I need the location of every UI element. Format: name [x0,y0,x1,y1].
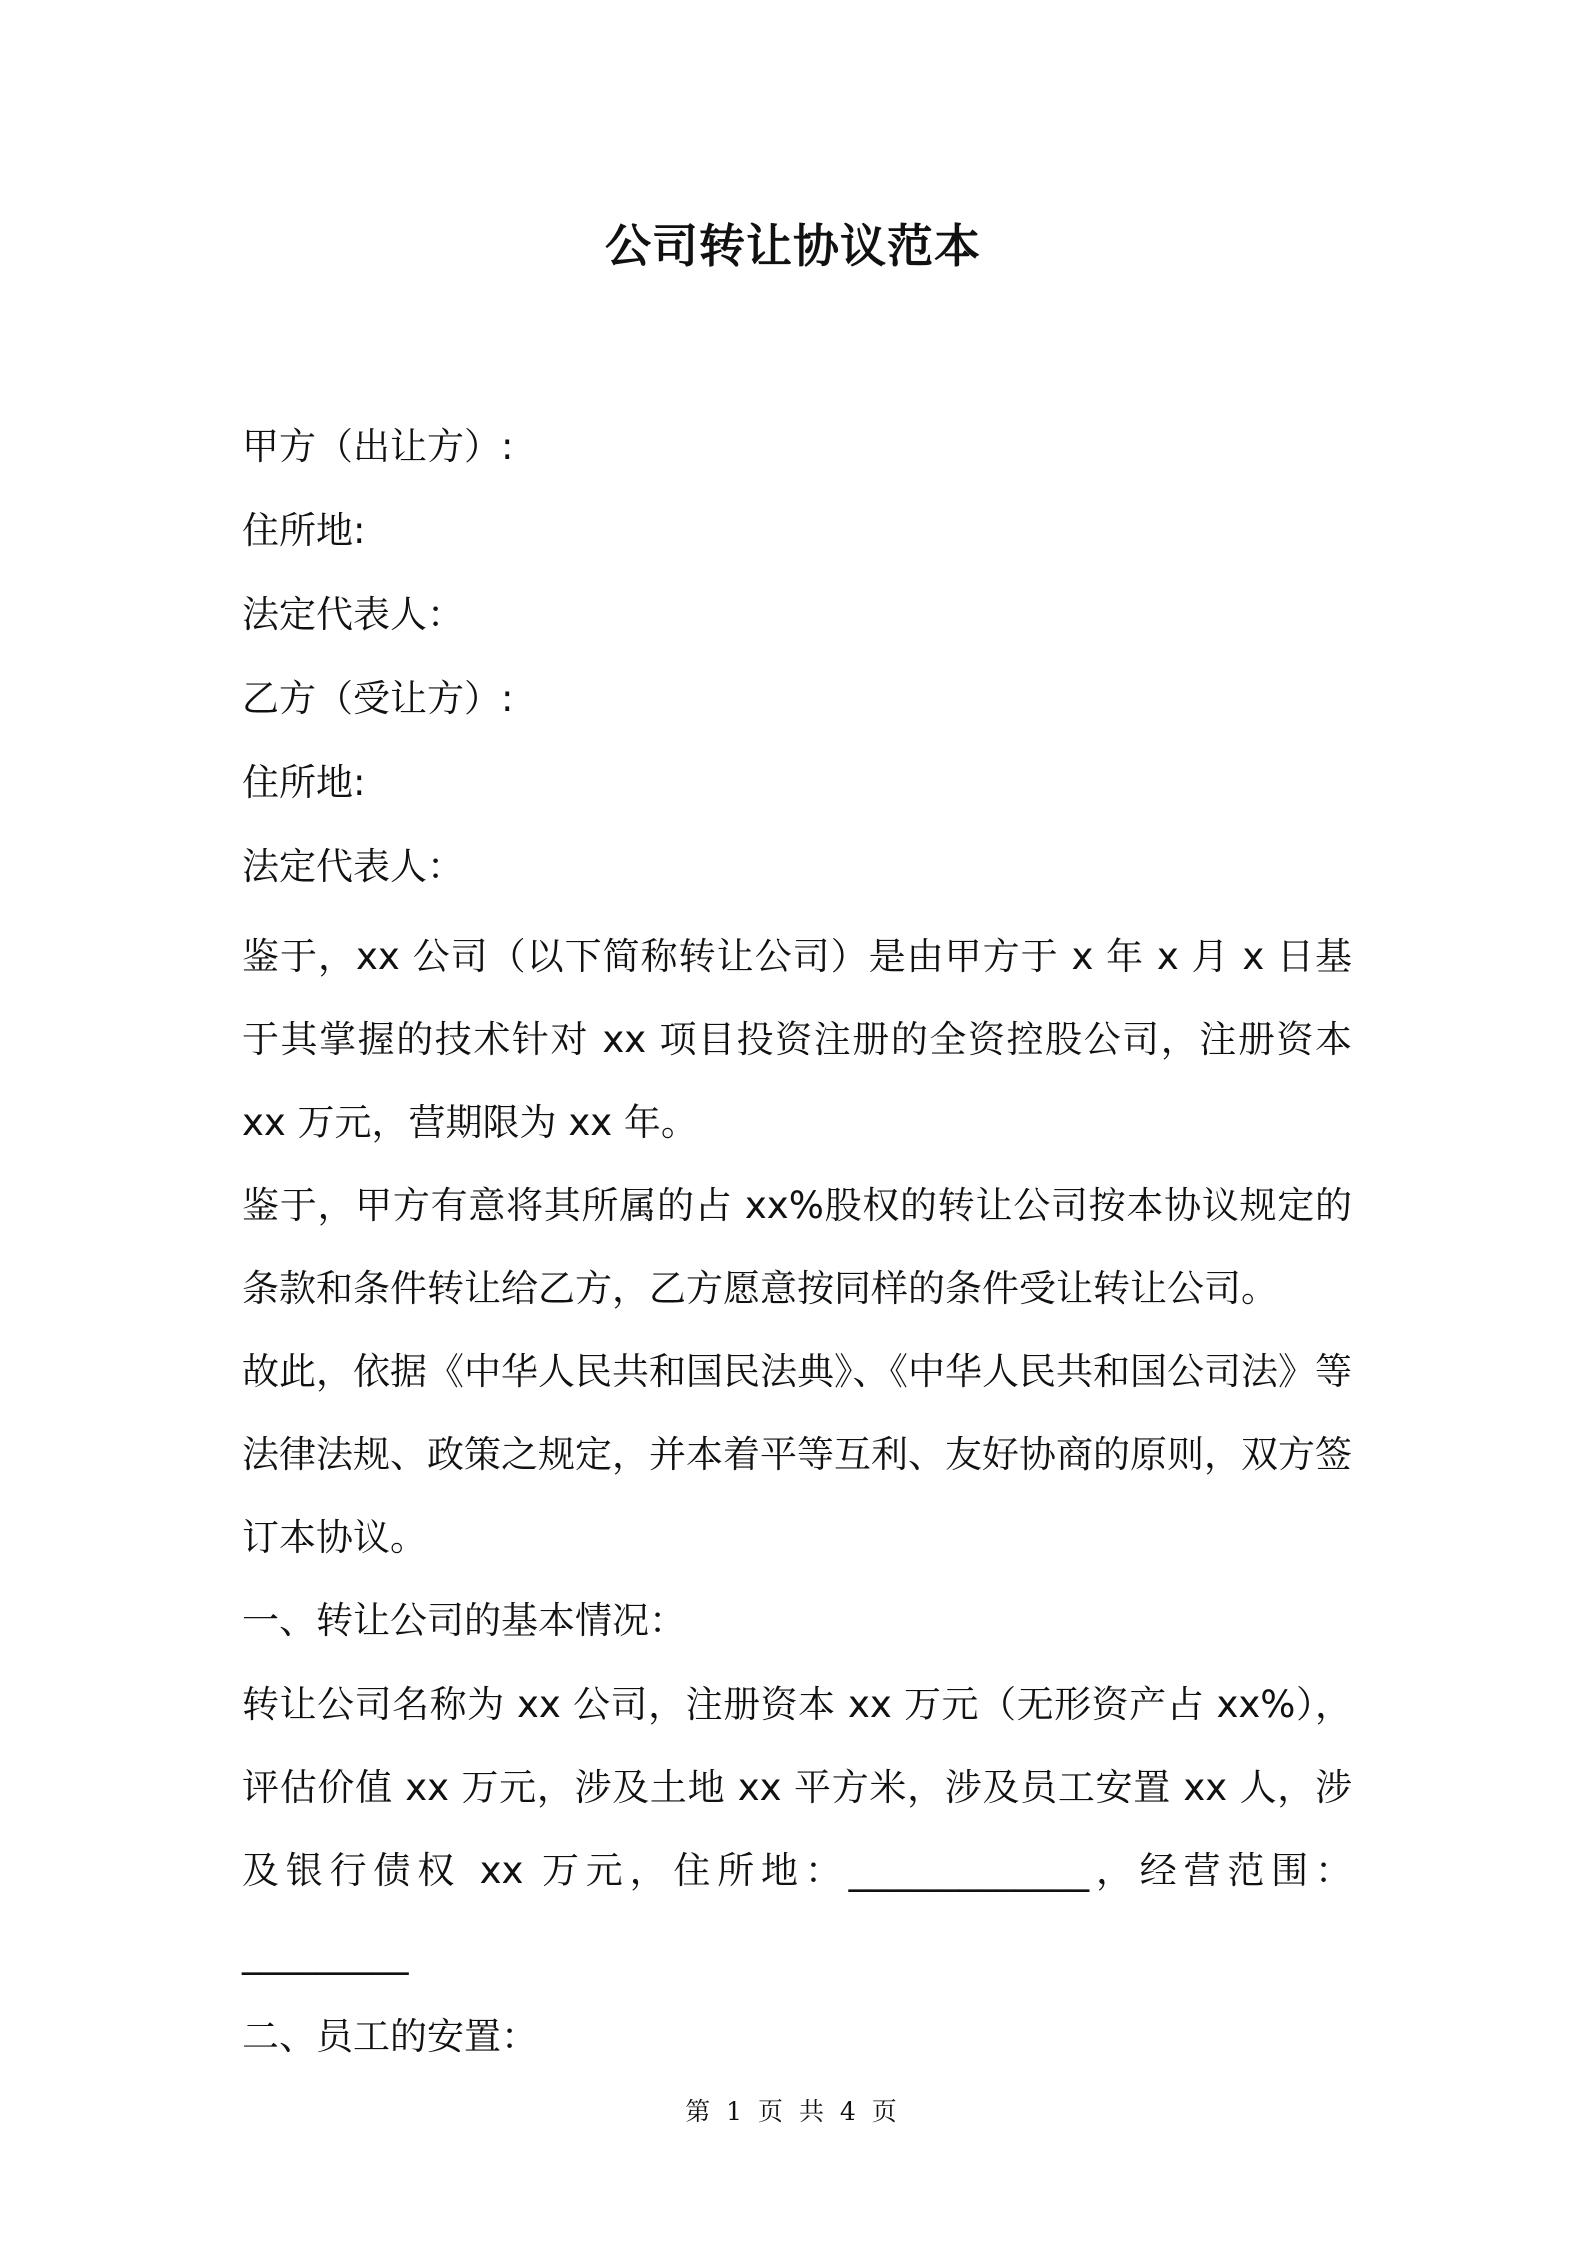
recital-paragraph-2: 鉴于，甲方有意将其所属的占 xx%股权的转让公司按本协议规定的条款和条件转让给乙方，乙方愿意按同样的条件受让转让公司。 [242,1184,1352,1310]
section-1-body: 转让公司名称为 xx 公司，注册资本 xx 万元（无形资产占 xx%），评估价值 xx 万元，涉及土地 xx 平方米，涉及员工安置 xx 人，涉及银行债权 xx 万元，住所地：_____________，经营范围：_________ [242,1683,1352,1975]
recital-paragraph-1: 鉴于，xx 公司（以下简称转让公司）是由甲方于 x 年 x 月 x 日基于其掌握的技术针对 xx 项目投资注册的全资控股公司，注册资本 xx 万元，营期限为 xx 年。 [242,935,1352,1144]
party-b-address-label: 住所地: [242,761,366,804]
party-a-label: 甲方（出让方）: [242,425,514,468]
section-1-heading: 一、转让公司的基本情况： [242,1599,686,1642]
document-title: 公司转让协议范本 [605,219,981,273]
recital-paragraph-3: 故此，依据《中华人民共和国民法典》、《中华人民共和国公司法》等法律法规、政策之规定，并本着平等互利、友好协商的原则，双方签订本协议。 [242,1350,1352,1559]
party-a-representative-label: 法定代表人： [242,593,464,636]
party-b-label: 乙方（受让方）: [242,677,514,720]
party-b-representative-label: 法定代表人： [242,845,464,888]
page-number: 第 1 页 共 4 页 [685,2097,901,2126]
document-body [242,405,1352,2079]
party-a-address-label: 住所地: [242,509,366,552]
section-2-heading: 二、员工的安置： [242,2015,538,2058]
